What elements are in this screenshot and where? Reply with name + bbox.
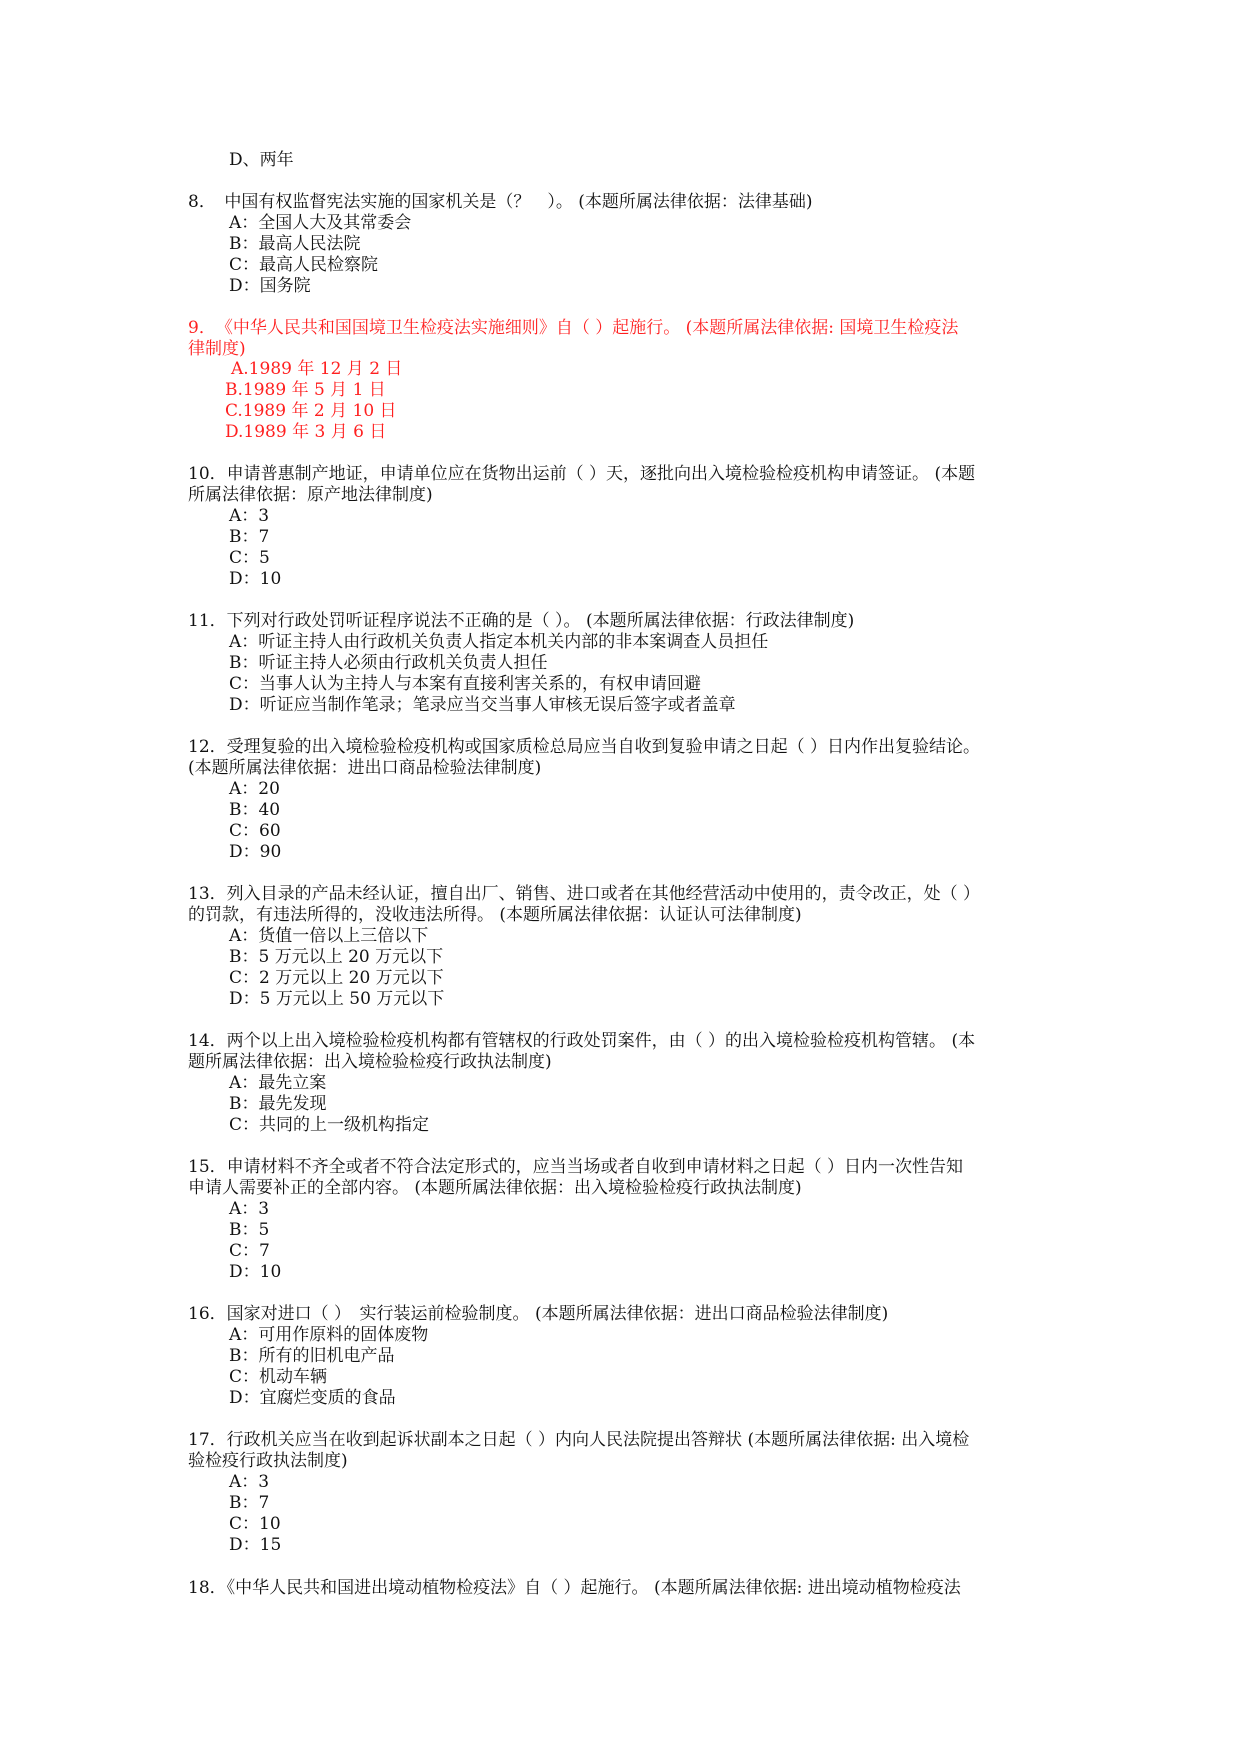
option-a: A：3 — [229, 1472, 270, 1492]
option-d: D：90 — [229, 842, 282, 862]
option-a: A：3 — [229, 506, 270, 526]
option-b: B：40 — [229, 800, 281, 820]
option-d: D：10 — [229, 1262, 282, 1282]
option-d: D：10 — [229, 569, 282, 589]
option-a: A：全国人大及其常委会 — [229, 213, 412, 233]
option-c: C：当事人认为主持人与本案有直接利害关系的，有权申请回避 — [229, 674, 702, 694]
question-9: 9． 《中华人民共和国国境卫生检疫法实施细则》自（ ）起施行。 (本题所属法律依据: 国境卫生检疫法 — [188, 318, 959, 338]
option-a: A：20 — [229, 779, 280, 799]
option-c: C：机动车辆 — [229, 1367, 328, 1387]
question-10: 10．申请普惠制产地证，申请单位应在货物出运前（ ）天，逐批向出入境检验检疫机构申请签证。 (本题 — [188, 464, 976, 484]
option-d: D：15 — [229, 1535, 282, 1555]
question-14: 14．两个以上出入境检验检疫机构都有管辖权的行政处罚案件，由（ ）的出入境检验检疫机构管辖。 (本 — [188, 1031, 976, 1051]
question-12-cont: (本题所属法律依据：进出口商品检验法律制度) — [188, 758, 542, 778]
question-10-cont: 所属法律依据：原产地法律制度) — [188, 485, 433, 505]
option-b: B：5 — [229, 1220, 270, 1240]
question-15-cont: 申请人需要补正的全部内容。 (本题所属法律依据：出入境检验检疫行政执法制度) — [188, 1178, 802, 1198]
option-b: B：5 万元以上 20 万元以下 — [229, 947, 444, 967]
option-b: B：7 — [229, 527, 270, 547]
option-c: C：2 万元以上 20 万元以下 — [229, 968, 444, 988]
option-d: D：国务院 — [229, 276, 311, 296]
option-c: C：7 — [229, 1241, 270, 1261]
question-13: 13．列入目录的产品未经认证，擅自出厂、销售、进口或者在其他经营活动中使用的，责令改正，处（ ） — [188, 884, 981, 904]
question-17-cont: 验检疫行政执法制度) — [188, 1451, 348, 1471]
option-a: A.1989 年 12 月 2 日 — [231, 359, 403, 379]
option-d: D、两年 — [229, 150, 294, 170]
option-c: C：最高人民检察院 — [229, 255, 379, 275]
option-a: A：最先立案 — [229, 1073, 327, 1093]
option-b: B：所有的旧机电产品 — [229, 1346, 395, 1366]
option-b: B：7 — [229, 1493, 270, 1513]
question-12: 12．受理复验的出入境检验检疫机构或国家质检总局应当自收到复验申请之日起（ ）日内作出复验结论。 — [188, 737, 981, 757]
option-a: A：听证主持人由行政机关负责人指定本机关内部的非本案调查人员担任 — [229, 632, 769, 652]
option-d: D.1989 年 3 月 6 日 — [225, 422, 387, 442]
option-a: A：3 — [229, 1199, 270, 1219]
question-18: 18．《中华人民共和国进出境动植物检疫法》自（ ）起施行。 (本题所属法律依据: 进出境动植物检疫法 — [188, 1578, 961, 1598]
option-c: C：60 — [229, 821, 281, 841]
question-15: 15．申请材料不齐全或者不符合法定形式的，应当当场或者自收到申请材料之日起（ ）日内一次性告知 — [188, 1157, 964, 1177]
option-d: D：5 万元以上 50 万元以下 — [229, 989, 445, 1009]
option-b: B：最高人民法院 — [229, 234, 361, 254]
option-a: A：可用作原料的固体废物 — [229, 1325, 429, 1345]
option-d: D：宜腐烂变质的食品 — [229, 1388, 396, 1408]
question-16: 16．国家对进口（ ） 实行装运前检验制度。 (本题所属法律依据：进出口商品检验法律制度) — [188, 1304, 889, 1324]
option-b: B：听证主持人必须由行政机关负责人担任 — [229, 653, 548, 673]
question-14-cont: 题所属法律依据：出入境检验检疫行政执法制度) — [188, 1052, 552, 1072]
question-8: 8． 中国有权监督宪法实施的国家机关是（？ ）。 (本题所属法律依据：法律基础) — [188, 192, 813, 212]
option-b: B.1989 年 5 月 1 日 — [225, 380, 386, 400]
option-b: B：最先发现 — [229, 1094, 327, 1114]
question-11: 11．下列对行政处罚听证程序说法不正确的是（ ）。 (本题所属法律依据：行政法律制度) — [188, 611, 855, 631]
option-c: C：共同的上一级机构指定 — [229, 1115, 430, 1135]
option-c: C：10 — [229, 1514, 281, 1534]
question-9-cont: 律制度) — [188, 339, 246, 359]
question-13-cont: 的罚款，有违法所得的，没收违法所得。 (本题所属法律依据：认证认可法律制度) — [188, 905, 802, 925]
option-c: C.1989 年 2 月 10 日 — [225, 401, 397, 421]
option-a: A：货值一倍以上三倍以下 — [229, 926, 429, 946]
option-d: D：听证应当制作笔录；笔录应当交当事人审核无误后签字或者盖章 — [229, 695, 736, 715]
question-17: 17．行政机关应当在收到起诉状副本之日起（ ）内向人民法院提出答辩状 (本题所属法律依据: 出入境检 — [188, 1430, 970, 1450]
option-c: C：5 — [229, 548, 270, 568]
